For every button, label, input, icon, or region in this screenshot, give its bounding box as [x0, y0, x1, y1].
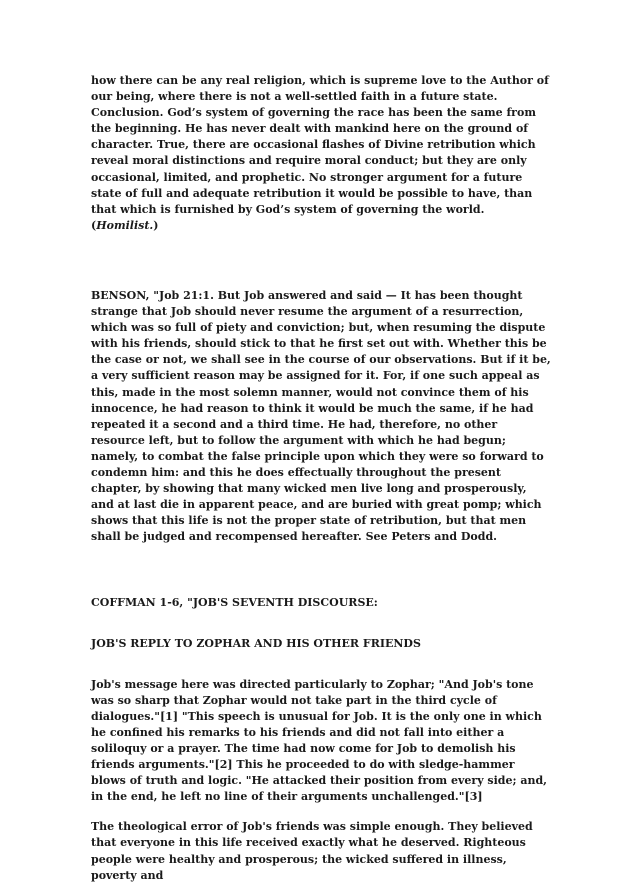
- reply-heading: JOB'S REPLY TO ZOPHAR AND HIS OTHER FRIENDS: [91, 636, 421, 650]
- theology-paragraph: The theological error of Job's friends was simple enough. They believed that everyone in this life received exactly what he deserved. Righteous people were healthy and prosperous; the wicked suffered in illness, poverty and: [91, 820, 533, 882]
- coffman-heading: COFFMAN 1-6, "JOB'S SEVENTH DISCOURSE:: [91, 596, 378, 610]
- intro-close: ): [153, 218, 159, 232]
- intro-paragraph: [91, 73, 551, 234]
- document-page: [91, 73, 551, 884]
- intro-source: Homilist.: [96, 218, 154, 232]
- message-paragraph: Job's message here was directed particularly to Zophar; "And Job's tone was so sharp that Zophar would not take part in the third cycle of dialogues."[1] "This speech is unusual for Job. It is the only one in which he confined his remarks to his friends and did not fall into either a soliloquy or a prayer. The time had now come for Job to demolish his friends arguments."[2] This he proceeded to do with sledge-hammer blows of truth and logic. "He attacked their position from every side; and, in the end, he left no line of their arguments unchallenged."[3]: [91, 677, 548, 804]
- intro-text: how there can be any real religion, which is supreme love to the Author of our being, where there is not a well-settled faith in a future state. Conclusion. God’s system of governing the race has been the same from the beginning. He has never dealt with mankind here on the ground of character. True, there are occasional flashes of Divine retribution which reveal moral distinctions and require moral conduct; but they are only occasional, limited, and prophetic. No stronger argument for a future state of full and adequate retribution it would be possible to have, than that which is furnished by God’s system of governing the world. (: [91, 74, 549, 232]
- benson-paragraph: BENSON, "Job 21:1. But Job answered and said — It has been thought strange that Job should never resume the argument of a resurrection, which was so full of piety and conviction; but, when resuming the dispute with his friends, should stick to that he first set out with. Whether this be the case or not, we shall see in the course of our observations. But if it be, a very sufficient reason may be assigned for it. For, if one such appeal as this, made in the most solemn manner, would not convince them of his innocence, he had reason to think it would be much the same, if he had repeated it a second and a third time. He had, therefore, no other resource left, but to follow the argument with which he had begun; namely, to combat the false principle upon which they were so forward to condemn him: and this he does effectually throughout the present chapter, by showing that many wicked men live long and prosperously, and at last die in apparent peace, and are buried with great pomp; which shows that this life is not the proper state of retribution, but that men shall be judged and recompensed hereafter. See Peters and Dodd.: [91, 288, 551, 544]
